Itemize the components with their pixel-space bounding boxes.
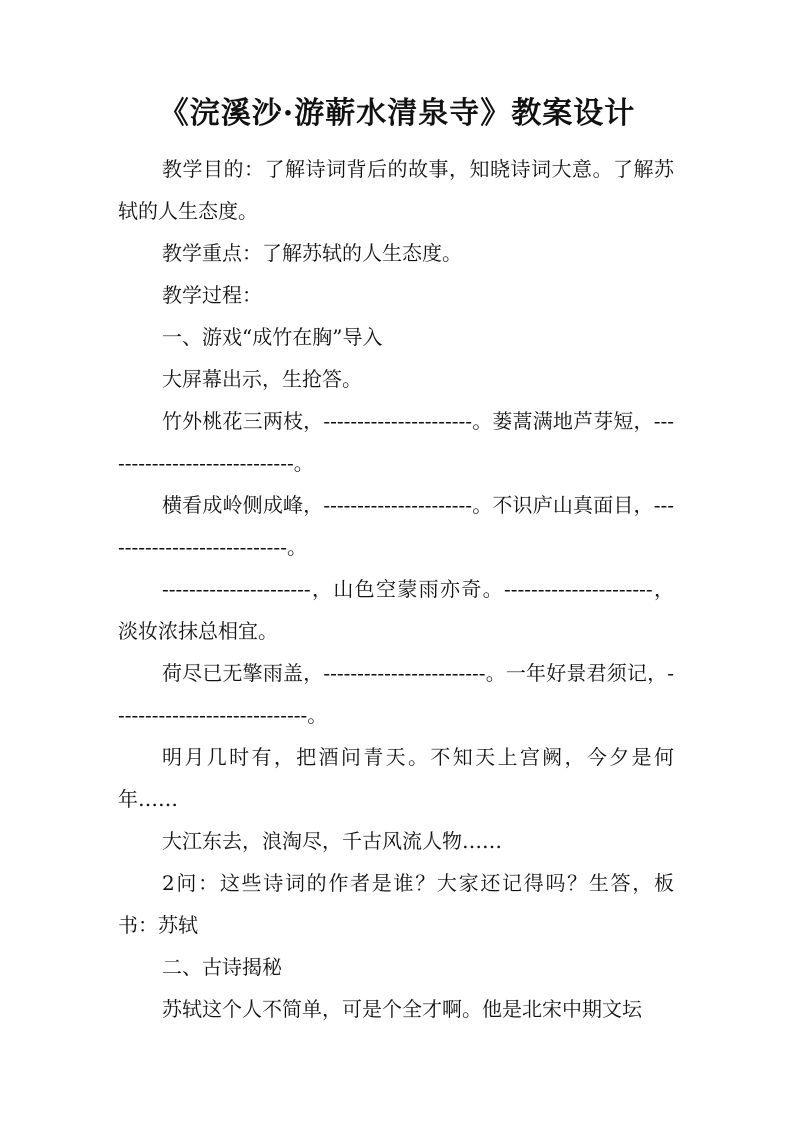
document-body	[118, 148, 674, 1030]
section-heading-1: 一、游戏“成竹在胸”导入	[162, 325, 383, 349]
poem-fill-blank-4: 荷尽已无擎雨盖，------------------------。一年好景君须记，-----------------------------。	[118, 661, 674, 727]
question-paragraph: 2问：这些诗词的作者是谁？大家还记得吗？生答，板书：苏轼	[118, 871, 674, 937]
poem-fill-blank-1: 竹外桃花三两枝，----------------------。蒌蒿满地芦芽短，-----------------------------。	[118, 409, 674, 475]
poem-line-2: 大江东去，浪淘尽，千古风流人物……	[162, 829, 502, 853]
paragraph-teaching-goal: 教学目的：了解诗词背后的故事，知晓诗词大意。了解苏轼的人生态度。	[118, 157, 674, 223]
paragraph-su-shi-intro: 苏轼这个人不简单，可是个全才啊。他是北宋中期文坛	[162, 997, 642, 1021]
section-heading-2: 二、古诗揭秘	[162, 955, 282, 979]
poem-fill-blank-3: ----------------------，山色空蒙雨亦奇。----------------------，淡妆浓抹总相宜。	[118, 577, 674, 643]
poem-line-1: 明月几时有，把酒问青天。不知天上宫阙，今夕是何年……	[118, 745, 674, 811]
paragraph-teaching-process: 教学过程：	[162, 283, 262, 307]
paragraph-teaching-focus: 教学重点：了解苏轼的人生态度。	[162, 241, 462, 265]
document-title: 《浣溪沙·游蕲水清泉寺》教案设计	[158, 96, 636, 131]
paragraph-instruction: 大屏幕出示，生抢答。	[162, 367, 362, 391]
poem-fill-blank-2: 横看成岭侧成峰，----------------------。不识庐山真面目，----------------------------。	[118, 493, 674, 559]
